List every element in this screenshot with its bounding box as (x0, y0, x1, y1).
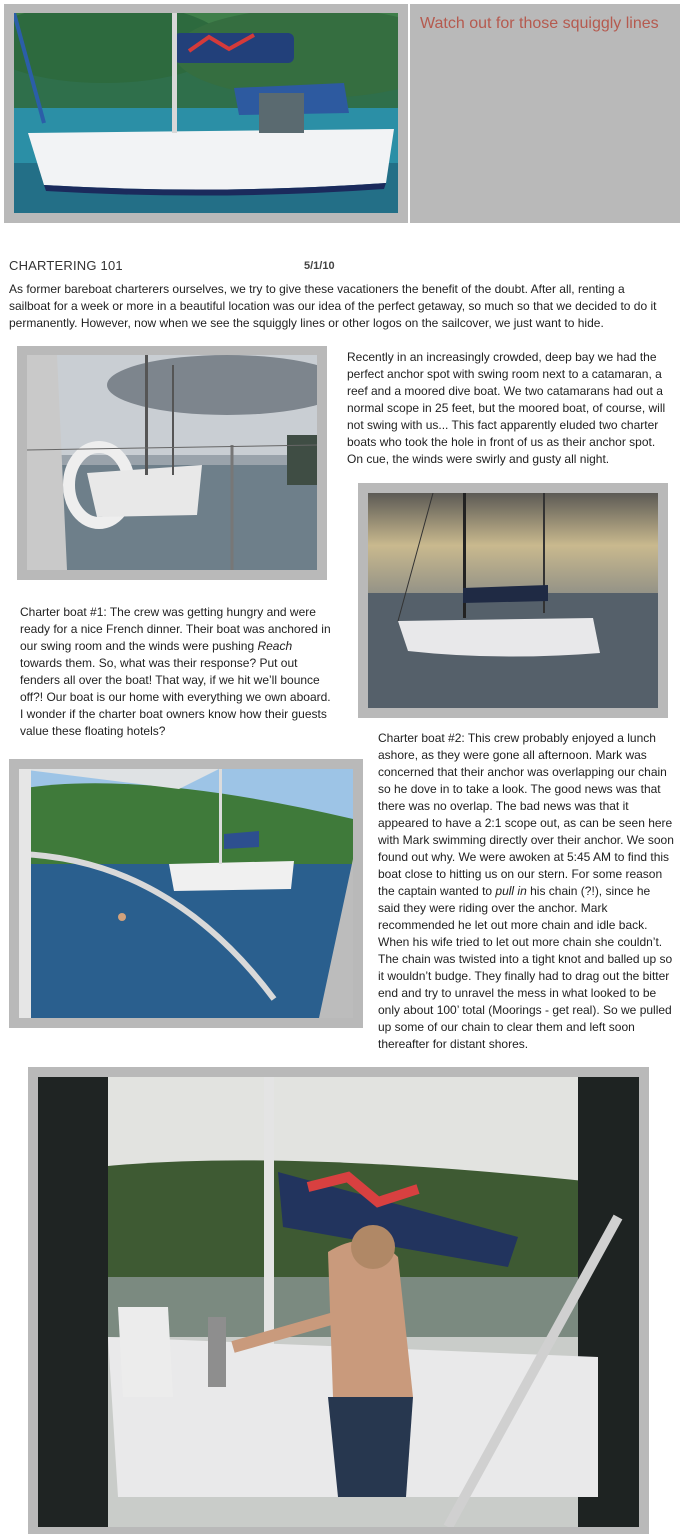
sailboat-photo (14, 13, 398, 213)
boat1-emphasis: Reach (257, 639, 293, 653)
boat2-text-b: his chain (?!), since he said they were riding over the anchor. Mark recommended he let out more chain and idle back. When his wife tried to let out more chain she couldn’t. The chain was twisted into a tight knot and balled up so it wouldn’t budge. They finally had to drag out the bitter end and try to unravel the mess in what looked to be only about 100’ total (Moorings - get real). So we pulled up some of our chain to clear them and left soon thereafter for distant shores. (378, 884, 673, 1051)
recently-text: Recently in an increasingly crowded, deep bay we had the perfect anchor spot with swing room next to a catamaran, a reef and a moored dive boat. We two catamarans had out a normal scope in 25 feet, but the moored boat, of course, will not swing with us... This fact apparently eluded two charter boats who took the hole in front of us as their anchor spot. On cue, the winds were swirly and gusty all night. (347, 350, 666, 466)
man-on-deck-photo (38, 1077, 639, 1527)
intro-text: As former bareboat charterers ourselves, we try to give these vacationers the benefit of the doubt. After all, renting a sailboat for a week or more in a beautiful location was our idea of the perfect getaway, so much so that we decided to do it permanently. However, now when we see the squiggly lines or other logos on the sailcover, we just want to hide. (9, 282, 657, 330)
swimmer-photo (19, 769, 353, 1018)
recently-paragraph (347, 349, 673, 468)
intro-paragraph (9, 281, 669, 332)
article-date: 5/1/10 (304, 260, 335, 272)
caption-panel (410, 4, 680, 223)
charter-boat-1-paragraph (20, 604, 332, 740)
boat2-text-a: Charter boat #2: This crew probably enjoyed a lunch ashore, as they were gone all afternoon. Mark was concerned that their anchor was overlapping our chain so he dove in to take a look. The good news was that there was no overlap. The bad news was that it appeared to have a 2:1 scope out, as can be seen here with Mark swimming directly over their anchor. We soon found out why. We were awoken at 5:45 AM to find this boat close to hitting us on our stern. For some reason the captain wanted to (378, 731, 674, 898)
sunset-sailboat-photo (368, 493, 658, 708)
boat1-text-a: Charter boat #1: The crew was getting hungry and were ready for a nice French dinner. Their boat was anchored in our swing room and the winds were pushing (20, 605, 331, 653)
boat2-emphasis: pull in (495, 884, 527, 898)
article-title: CHARTERING 101 (9, 258, 123, 273)
boat1-text-b: towards them. So, what was their response? Put out fenders all over the boat! That way, if we hit we’ll bounce off?! Our boat is our home with everything we own aboard. I wonder if the charter boat owners know how their guests value these floating hotels? (20, 656, 331, 738)
charter-boat-2-paragraph (378, 730, 675, 1053)
photo-caption: Watch out for those squiggly lines (420, 15, 659, 32)
lifering-boat-photo (27, 355, 317, 570)
